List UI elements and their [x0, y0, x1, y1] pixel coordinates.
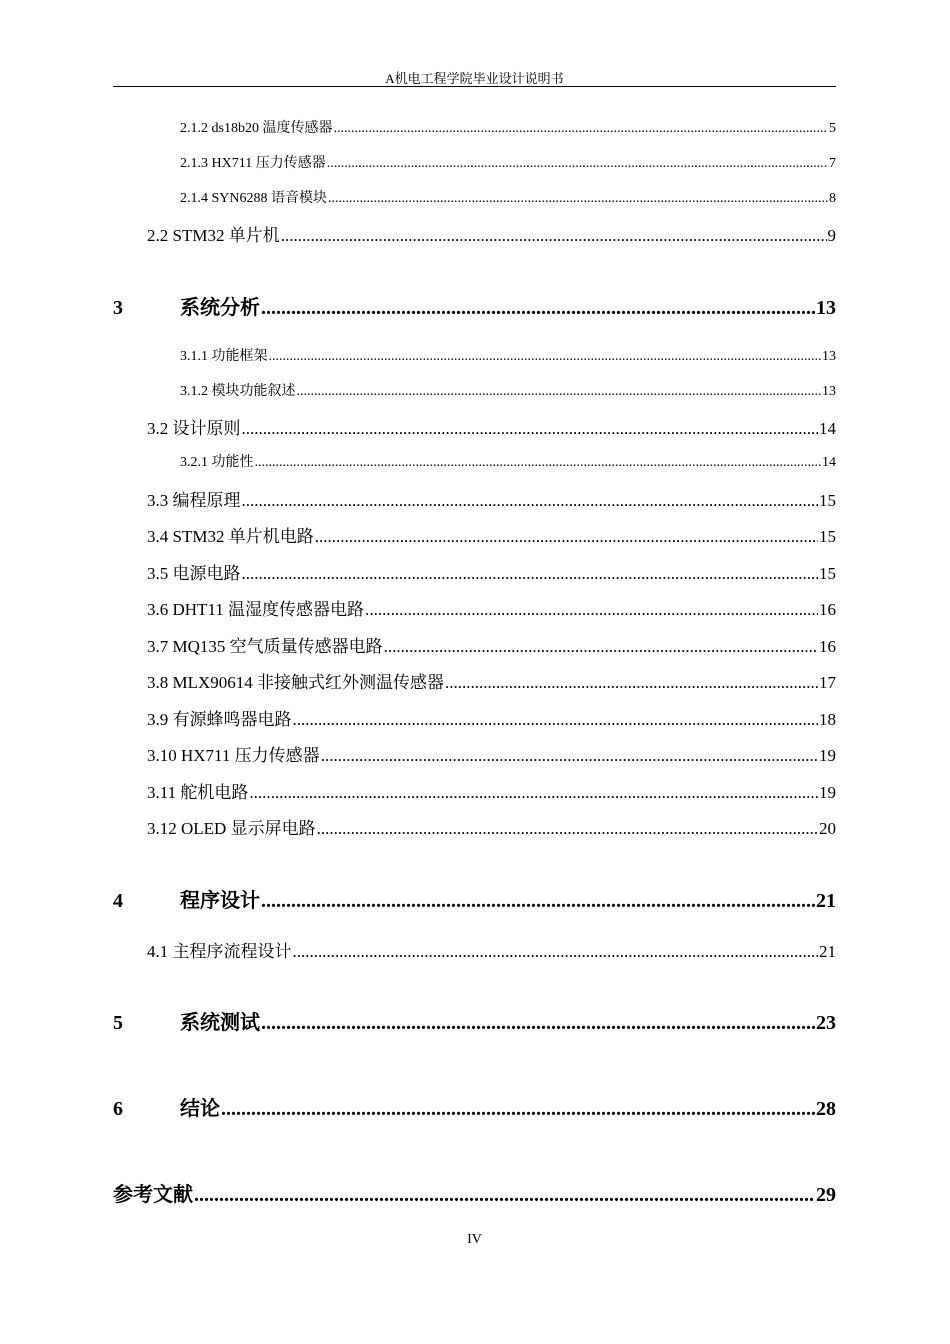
toc-entry-title: 系统测试	[180, 1012, 260, 1034]
toc-entry[interactable]	[147, 221, 836, 246]
toc-entry-title: 程序设计	[180, 890, 260, 912]
toc-entry-title: 3.11 舵机电路	[147, 783, 249, 802]
toc-entry-title: 3.9 有源蜂鸣器电路	[147, 710, 292, 729]
toc-entry-page: 13	[822, 384, 836, 399]
toc-dot-leader	[242, 564, 819, 584]
toc-chapter-number: 6	[113, 1098, 123, 1120]
toc-dot-leader	[293, 942, 819, 962]
toc-entry[interactable]	[147, 559, 836, 584]
document-header: A机电工程学院毕业设计说明书	[385, 71, 564, 86]
toc-entry-title: 3.12 OLED 显示屏电路	[147, 819, 316, 838]
toc-entry-title: 2.1.3 HX711 压力传感器	[180, 156, 326, 171]
toc-entry-page: 16	[819, 600, 836, 619]
toc-entry[interactable]	[147, 595, 836, 620]
toc-entry-title: 3.3 编程原理	[147, 491, 241, 510]
toc-entry-page: 16	[819, 637, 836, 656]
toc-entry-title: 2.2 STM32 单片机	[147, 226, 280, 245]
toc-entry-page: 14	[822, 455, 836, 470]
toc-dot-leader	[384, 637, 818, 657]
toc-dot-leader	[445, 673, 818, 693]
toc-entry-title: 结论	[180, 1098, 220, 1120]
toc-entry-title: 4.1 主程序流程设计	[147, 942, 292, 961]
toc-chapter[interactable]	[113, 1006, 836, 1035]
toc-dot-leader	[221, 1098, 815, 1121]
toc-chapter-number: 3	[113, 297, 123, 319]
page-number: IV	[467, 1232, 482, 1247]
toc-dot-leader	[249, 783, 818, 803]
toc-entry-page: 29	[816, 1184, 836, 1206]
toc-entry-page: 9	[827, 226, 836, 245]
toc-entry[interactable]	[147, 741, 836, 766]
toc-entry[interactable]	[180, 345, 836, 365]
toc-entry-title: 3.1.1 功能框架	[180, 349, 268, 364]
toc-entry[interactable]	[147, 937, 836, 962]
toc-entry-title: 3.2 设计原则	[147, 419, 241, 438]
toc-entry[interactable]	[147, 522, 836, 547]
toc-entry-page: 7	[829, 156, 836, 171]
toc-dot-leader	[327, 156, 828, 172]
toc-references[interactable]	[113, 1178, 836, 1207]
toc-dot-leader	[261, 297, 815, 320]
toc-chapter-number: 4	[113, 890, 123, 912]
toc-entry-title: 2.1.2 ds18b20 温度传感器	[180, 121, 333, 136]
toc-entry[interactable]	[180, 380, 836, 400]
toc-entry-page: 13	[816, 297, 836, 319]
toc-entry-page: 23	[816, 1012, 836, 1034]
toc-dot-leader	[261, 890, 815, 913]
toc-dot-leader	[317, 819, 818, 839]
toc-chapter-number: 5	[113, 1012, 123, 1034]
toc-entry[interactable]	[180, 152, 836, 172]
toc-dot-leader	[261, 1012, 815, 1035]
toc-chapter[interactable]	[113, 1092, 836, 1121]
toc-entry-page: 14	[819, 419, 836, 438]
toc-entry-title: 3.8 MLX90614 非接触式红外测温传感器	[147, 673, 445, 692]
toc-chapter[interactable]	[113, 884, 836, 913]
toc-dot-leader	[333, 121, 828, 137]
toc-entry-page: 21	[819, 942, 836, 961]
toc-entry[interactable]	[180, 187, 836, 207]
toc-entry-page: 15	[819, 527, 836, 546]
toc-entry-page: 19	[819, 783, 836, 802]
toc-entry[interactable]	[147, 632, 836, 657]
toc-entry-page: 8	[829, 191, 836, 206]
toc-entry-title: 3.7 MQ135 空气质量传感器电路	[147, 637, 383, 656]
toc-entry-title: 3.2.1 功能性	[180, 455, 254, 470]
toc-entry-title: 参考文献	[113, 1184, 193, 1206]
toc-dot-leader	[315, 527, 818, 547]
toc-dot-leader	[293, 710, 819, 730]
toc-dot-leader	[328, 191, 828, 207]
toc-entry[interactable]	[147, 705, 836, 730]
toc-entry[interactable]	[147, 814, 836, 839]
toc-dot-leader	[281, 226, 827, 246]
toc-entry-title: 3.6 DHT11 温湿度传感器电路	[147, 600, 365, 619]
toc-dot-leader	[321, 746, 818, 766]
toc-dot-leader	[242, 491, 819, 511]
toc-dot-leader	[297, 384, 822, 400]
toc-dot-leader	[365, 600, 818, 620]
toc-entry-page: 18	[819, 710, 836, 729]
toc-entry-title: 3.4 STM32 单片机电路	[147, 527, 314, 546]
toc-entry-title: 3.1.2 模块功能叙述	[180, 384, 296, 399]
toc-entry[interactable]	[147, 414, 836, 439]
toc-dot-leader	[194, 1184, 815, 1207]
toc-dot-leader	[242, 419, 819, 439]
toc-entry[interactable]	[147, 668, 836, 693]
toc-entry[interactable]	[180, 117, 836, 137]
toc-entry[interactable]	[147, 486, 836, 511]
toc-entry-title: 3.5 电源电路	[147, 564, 241, 583]
toc-entry[interactable]	[147, 778, 836, 803]
toc-entry-page: 5	[829, 121, 836, 136]
toc-dot-leader	[269, 349, 822, 365]
toc-entry-page: 20	[819, 819, 836, 838]
toc-entry[interactable]	[180, 451, 836, 471]
toc-entry-title: 3.10 HX711 压力传感器	[147, 746, 320, 765]
toc-entry-page: 13	[822, 349, 836, 364]
toc-chapter[interactable]	[113, 291, 836, 320]
toc-entry-page: 15	[819, 491, 836, 510]
toc-dot-leader	[255, 455, 822, 471]
toc-entry-page: 19	[819, 746, 836, 765]
toc-entry-page: 21	[816, 890, 836, 912]
toc-entry-title: 系统分析	[180, 297, 260, 319]
toc-entry-page: 28	[816, 1098, 836, 1120]
toc-entry-title: 2.1.4 SYN6288 语音模块	[180, 191, 328, 206]
toc-entry-page: 17	[819, 673, 836, 692]
toc-entry-page: 15	[819, 564, 836, 583]
